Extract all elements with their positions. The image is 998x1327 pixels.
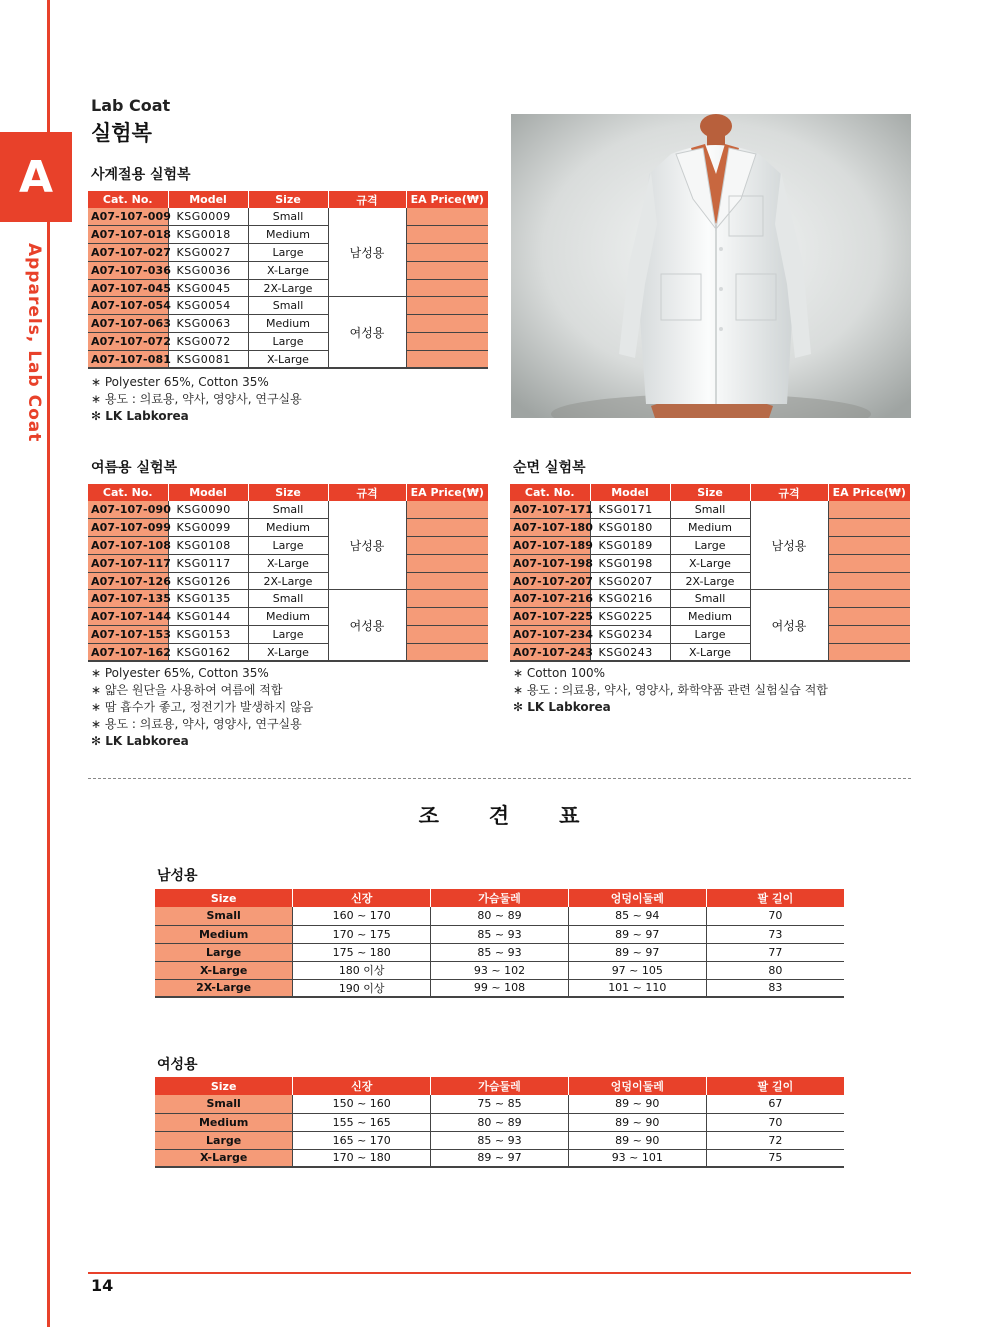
- size-column-header: 팔 길이: [706, 1077, 844, 1095]
- size-column-header: Size: [155, 889, 293, 907]
- size-cell: X-Large: [248, 643, 328, 661]
- size-column-header: 팔 길이: [706, 889, 844, 907]
- cat-no-cell: A07-107-207: [510, 572, 590, 590]
- brand-text: LK Labkorea: [105, 734, 189, 748]
- product-table-four-season: [88, 191, 488, 369]
- column-header: Cat. No.: [88, 484, 168, 501]
- cat-no-cell: A07-107-198: [510, 554, 590, 572]
- measure-cell: 165 ~ 170: [293, 1131, 431, 1149]
- model-cell: KSG0072: [168, 333, 248, 351]
- price-cell: [406, 315, 488, 333]
- price-cell: [406, 501, 488, 519]
- table-row: [88, 297, 488, 315]
- size-cell: Small: [248, 501, 328, 519]
- asterisk-icon: ∗: [91, 683, 105, 697]
- size-row: [155, 961, 844, 979]
- size-cell: 2X-Large: [248, 572, 328, 590]
- table-row: [88, 333, 488, 351]
- size-cell: X-Large: [670, 643, 750, 661]
- table-row: [88, 315, 488, 333]
- gender-cell: 여성용: [328, 297, 406, 368]
- measure-cell: 67: [706, 1095, 844, 1113]
- table-row: [88, 244, 488, 262]
- cat-no-cell: A07-107-234: [510, 626, 590, 644]
- size-group-title-men: 남성용: [157, 868, 198, 884]
- column-header: Cat. No.: [88, 191, 168, 208]
- cat-no-cell: A07-107-216: [510, 590, 590, 608]
- size-label-cell: Small: [155, 1095, 293, 1113]
- size-header-row: [155, 889, 844, 907]
- cat-no-cell: A07-107-189: [510, 537, 590, 555]
- column-header: 규격: [328, 191, 406, 208]
- price-cell: [828, 626, 910, 644]
- size-cell: Medium: [248, 519, 328, 537]
- measure-cell: 170 ~ 180: [293, 1149, 431, 1167]
- page-title-en: Lab Coat: [91, 96, 171, 115]
- measure-cell: 97 ~ 105: [568, 961, 706, 979]
- size-row: [155, 1113, 844, 1131]
- column-header: EA Price(₩): [828, 484, 910, 501]
- model-cell: KSG0099: [168, 519, 248, 537]
- cat-no-cell: A07-107-144: [88, 608, 168, 626]
- price-cell: [406, 208, 488, 226]
- note-line: [91, 699, 313, 716]
- size-cell: Large: [670, 626, 750, 644]
- brand-mark-icon: ✻: [91, 409, 106, 423]
- size-label-cell: Medium: [155, 925, 293, 943]
- asterisk-icon: ∗: [91, 392, 105, 406]
- table-row: [88, 350, 488, 368]
- price-cell: [828, 572, 910, 590]
- size-column-header: 신장: [293, 1077, 431, 1095]
- table-header-row: [510, 484, 910, 501]
- measure-cell: 93 ~ 101: [568, 1149, 706, 1167]
- size-row: [155, 925, 844, 943]
- table-row: [88, 554, 488, 572]
- cat-no-cell: A07-107-126: [88, 572, 168, 590]
- note-line: [91, 391, 302, 408]
- cat-no-cell: A07-107-135: [88, 590, 168, 608]
- table-row: [510, 554, 910, 572]
- column-header: Model: [168, 484, 248, 501]
- measure-cell: 80: [706, 961, 844, 979]
- size-table-men: [155, 889, 844, 998]
- model-cell: KSG0135: [168, 590, 248, 608]
- cat-no-cell: A07-107-090: [88, 501, 168, 519]
- size-cell: Medium: [248, 315, 328, 333]
- page-number: 14: [91, 1276, 114, 1295]
- measure-cell: 180 이상: [293, 961, 431, 979]
- table-row: [88, 261, 488, 279]
- model-cell: KSG0036: [168, 261, 248, 279]
- gender-cell: 남성용: [328, 208, 406, 297]
- model-cell: KSG0081: [168, 350, 248, 368]
- asterisk-icon: ∗: [513, 683, 527, 697]
- model-cell: KSG0216: [590, 590, 670, 608]
- size-cell: Small: [248, 590, 328, 608]
- measure-cell: 85 ~ 93: [431, 943, 569, 961]
- note-text: Cotton 100%: [526, 666, 606, 680]
- size-header-row: [155, 1077, 844, 1095]
- section-letter: A: [18, 151, 54, 203]
- gender-cell: 남성용: [328, 501, 406, 590]
- size-label-cell: Medium: [155, 1113, 293, 1131]
- cat-no-cell: A07-107-009: [88, 208, 168, 226]
- price-cell: [828, 537, 910, 555]
- measure-cell: 72: [706, 1131, 844, 1149]
- size-row: [155, 907, 844, 925]
- gender-cell: 남성용: [750, 501, 828, 590]
- column-header: EA Price(₩): [406, 191, 488, 208]
- price-cell: [828, 643, 910, 661]
- model-cell: KSG0198: [590, 554, 670, 572]
- footer-line: [88, 1272, 911, 1274]
- price-cell: [828, 554, 910, 572]
- price-cell: [406, 572, 488, 590]
- size-group-title-women: 여성용: [157, 1057, 198, 1073]
- brand-text: LK Labkorea: [105, 409, 189, 423]
- table-row: [510, 626, 910, 644]
- model-cell: KSG0108: [168, 537, 248, 555]
- product-notes-cotton: [513, 665, 828, 716]
- measure-cell: 75 ~ 85: [431, 1095, 569, 1113]
- model-cell: KSG0225: [590, 608, 670, 626]
- note-text: 용도 : 의료용, 약사, 영양사, 연구실용: [104, 717, 302, 731]
- table-row: [88, 537, 488, 555]
- model-cell: KSG0243: [590, 643, 670, 661]
- measure-cell: 101 ~ 110: [568, 979, 706, 997]
- cat-no-cell: A07-107-243: [510, 643, 590, 661]
- size-row: [155, 1131, 844, 1149]
- note-line: [91, 682, 313, 699]
- product-notes-summer: [91, 665, 313, 750]
- measure-cell: 175 ~ 180: [293, 943, 431, 961]
- price-cell: [406, 643, 488, 661]
- note-line: [91, 665, 313, 682]
- size-column-header: 엉덩이둘레: [568, 889, 706, 907]
- model-cell: KSG0162: [168, 643, 248, 661]
- measure-cell: 89 ~ 90: [568, 1095, 706, 1113]
- product-title-four-season: 사계절용 실험복: [91, 167, 191, 183]
- table-row: [510, 519, 910, 537]
- note-text: 용도 : 의료용, 약사, 영양사, 연구실용: [104, 392, 302, 406]
- size-column-header: 엉덩이둘레: [568, 1077, 706, 1095]
- size-cell: Small: [248, 297, 328, 315]
- size-cell: X-Large: [248, 261, 328, 279]
- measure-cell: 80 ~ 89: [431, 907, 569, 925]
- asterisk-icon: ∗: [513, 666, 527, 680]
- measure-cell: 70: [706, 1113, 844, 1131]
- note-text: 땀 흡수가 좋고, 정전기가 발생하지 않음: [104, 700, 314, 714]
- measure-cell: 160 ~ 170: [293, 907, 431, 925]
- measure-cell: 89 ~ 97: [431, 1149, 569, 1167]
- size-label-cell: Small: [155, 907, 293, 925]
- model-cell: KSG0234: [590, 626, 670, 644]
- cat-no-cell: A07-107-162: [88, 643, 168, 661]
- size-cell: Small: [670, 590, 750, 608]
- product-table-summer: [88, 484, 488, 662]
- section-letter-box: [0, 132, 72, 222]
- size-cell: Medium: [248, 608, 328, 626]
- note-line: [91, 374, 302, 391]
- size-table-women: [155, 1077, 844, 1168]
- size-cell: Large: [248, 333, 328, 351]
- size-cell: Small: [248, 208, 328, 226]
- gender-cell: 여성용: [750, 590, 828, 661]
- cat-no-cell: A07-107-180: [510, 519, 590, 537]
- size-row: [155, 1149, 844, 1167]
- cat-no-cell: A07-107-099: [88, 519, 168, 537]
- model-cell: KSG0153: [168, 626, 248, 644]
- model-cell: KSG0054: [168, 297, 248, 315]
- table-header-row: [88, 484, 488, 501]
- size-cell: Medium: [670, 608, 750, 626]
- table-row: [88, 643, 488, 661]
- column-header: Model: [168, 191, 248, 208]
- note-line: [91, 716, 313, 733]
- size-cell: Large: [670, 537, 750, 555]
- size-label-cell: 2X-Large: [155, 979, 293, 997]
- price-cell: [406, 350, 488, 368]
- price-cell: [828, 608, 910, 626]
- size-cell: Small: [670, 501, 750, 519]
- table-row: [88, 279, 488, 297]
- cat-no-cell: A07-107-063: [88, 315, 168, 333]
- model-cell: KSG0144: [168, 608, 248, 626]
- size-cell: Large: [248, 537, 328, 555]
- model-cell: KSG0117: [168, 554, 248, 572]
- table-row: [510, 537, 910, 555]
- brand-line: [91, 733, 313, 750]
- price-cell: [406, 590, 488, 608]
- product-title-summer: 여름용 실험복: [91, 460, 178, 476]
- measure-cell: 85 ~ 94: [568, 907, 706, 925]
- model-cell: KSG0045: [168, 279, 248, 297]
- cat-no-cell: A07-107-117: [88, 554, 168, 572]
- lab-coat-photo: [511, 114, 911, 418]
- size-cell: 2X-Large: [248, 279, 328, 297]
- measure-cell: 190 이상: [293, 979, 431, 997]
- brand-line: [91, 408, 302, 425]
- measure-cell: 83: [706, 979, 844, 997]
- table-row: [510, 501, 910, 519]
- size-column-header: Size: [155, 1077, 293, 1095]
- asterisk-icon: ∗: [91, 700, 105, 714]
- table-row: [88, 608, 488, 626]
- cat-no-cell: A07-107-171: [510, 501, 590, 519]
- product-notes-four-season: [91, 374, 302, 425]
- measure-cell: 77: [706, 943, 844, 961]
- size-cell: Medium: [670, 519, 750, 537]
- measure-cell: 99 ~ 108: [431, 979, 569, 997]
- page-title-ko: 실험복: [91, 121, 152, 145]
- price-cell: [406, 554, 488, 572]
- table-row: [88, 208, 488, 226]
- measure-cell: 89 ~ 90: [568, 1131, 706, 1149]
- size-cell: X-Large: [248, 554, 328, 572]
- size-row: [155, 1095, 844, 1113]
- note-text: Polyester 65%, Cotton 35%: [104, 375, 269, 389]
- model-cell: KSG0189: [590, 537, 670, 555]
- price-cell: [406, 626, 488, 644]
- column-header: 규격: [328, 484, 406, 501]
- cat-no-cell: A07-107-108: [88, 537, 168, 555]
- column-header: EA Price(₩): [406, 484, 488, 501]
- brand-mark-icon: ✻: [513, 700, 528, 714]
- product-table-cotton: [510, 484, 910, 662]
- model-cell: KSG0090: [168, 501, 248, 519]
- table-row: [510, 572, 910, 590]
- measure-cell: 73: [706, 925, 844, 943]
- measure-cell: 89 ~ 90: [568, 1113, 706, 1131]
- price-cell: [406, 244, 488, 262]
- cat-no-cell: A07-107-072: [88, 333, 168, 351]
- table-row: [510, 608, 910, 626]
- section-divider: [88, 778, 911, 779]
- lab-coat-image-icon: [511, 114, 911, 418]
- cat-no-cell: A07-107-027: [88, 244, 168, 262]
- measure-cell: 80 ~ 89: [431, 1113, 569, 1131]
- note-line: [513, 665, 828, 682]
- price-cell: [406, 279, 488, 297]
- column-header: Cat. No.: [510, 484, 590, 501]
- price-cell: [406, 519, 488, 537]
- size-cell: Medium: [248, 226, 328, 244]
- measure-cell: 75: [706, 1149, 844, 1167]
- column-header: Size: [248, 191, 328, 208]
- cat-no-cell: A07-107-081: [88, 350, 168, 368]
- size-cell: Large: [248, 244, 328, 262]
- brand-text: LK Labkorea: [527, 700, 611, 714]
- cat-no-cell: A07-107-018: [88, 226, 168, 244]
- section-side-label: Apparels, Lab Coat: [24, 243, 44, 443]
- cat-no-cell: A07-107-045: [88, 279, 168, 297]
- size-cell: Large: [248, 626, 328, 644]
- cat-no-cell: A07-107-225: [510, 608, 590, 626]
- price-cell: [406, 333, 488, 351]
- price-cell: [406, 226, 488, 244]
- note-line: [513, 682, 828, 699]
- size-cell: 2X-Large: [670, 572, 750, 590]
- brand-mark-icon: ✻: [91, 734, 106, 748]
- cat-no-cell: A07-107-153: [88, 626, 168, 644]
- price-cell: [406, 261, 488, 279]
- size-chart-title: 조견표: [418, 804, 630, 828]
- size-column-header: 가슴둘레: [431, 1077, 569, 1095]
- size-cell: X-Large: [670, 554, 750, 572]
- measure-cell: 89 ~ 97: [568, 925, 706, 943]
- measure-cell: 89 ~ 97: [568, 943, 706, 961]
- measure-cell: 155 ~ 165: [293, 1113, 431, 1131]
- measure-cell: 85 ~ 93: [431, 1131, 569, 1149]
- size-label-cell: X-Large: [155, 1149, 293, 1167]
- table-row: [510, 590, 910, 608]
- asterisk-icon: ∗: [91, 666, 105, 680]
- model-cell: KSG0063: [168, 315, 248, 333]
- size-cell: X-Large: [248, 350, 328, 368]
- table-header-row: [88, 191, 488, 208]
- column-header: Size: [248, 484, 328, 501]
- column-header: Size: [670, 484, 750, 501]
- model-cell: KSG0171: [590, 501, 670, 519]
- measure-cell: 85 ~ 93: [431, 925, 569, 943]
- product-title-cotton: 순면 실험복: [513, 460, 586, 476]
- size-row: [155, 943, 844, 961]
- table-row: [88, 626, 488, 644]
- model-cell: KSG0126: [168, 572, 248, 590]
- price-cell: [828, 590, 910, 608]
- measure-cell: 93 ~ 102: [431, 961, 569, 979]
- size-label-cell: Large: [155, 1131, 293, 1149]
- model-cell: KSG0018: [168, 226, 248, 244]
- brand-line: [513, 699, 828, 716]
- column-header: 규격: [750, 484, 828, 501]
- price-cell: [828, 519, 910, 537]
- price-cell: [406, 537, 488, 555]
- table-row: [88, 519, 488, 537]
- table-row: [88, 226, 488, 244]
- size-label-cell: Large: [155, 943, 293, 961]
- asterisk-icon: ∗: [91, 375, 105, 389]
- size-column-header: 가슴둘레: [431, 889, 569, 907]
- size-column-header: 신장: [293, 889, 431, 907]
- model-cell: KSG0009: [168, 208, 248, 226]
- measure-cell: 150 ~ 160: [293, 1095, 431, 1113]
- size-row: [155, 979, 844, 997]
- gender-cell: 여성용: [328, 590, 406, 661]
- note-text: Polyester 65%, Cotton 35%: [104, 666, 269, 680]
- model-cell: KSG0207: [590, 572, 670, 590]
- table-row: [88, 590, 488, 608]
- measure-cell: 70: [706, 907, 844, 925]
- model-cell: KSG0180: [590, 519, 670, 537]
- price-cell: [406, 608, 488, 626]
- size-label-cell: X-Large: [155, 961, 293, 979]
- price-cell: [406, 297, 488, 315]
- asterisk-icon: ∗: [91, 717, 105, 731]
- note-text: 용도 : 의료용, 약사, 영양사, 화학약품 관련 실험실습 적합: [526, 683, 828, 697]
- table-row: [88, 572, 488, 590]
- model-cell: KSG0027: [168, 244, 248, 262]
- note-text: 얇은 원단을 사용하여 여름에 적합: [104, 683, 283, 697]
- table-row: [88, 501, 488, 519]
- cat-no-cell: A07-107-036: [88, 261, 168, 279]
- cat-no-cell: A07-107-054: [88, 297, 168, 315]
- table-row: [510, 643, 910, 661]
- measure-cell: 170 ~ 175: [293, 925, 431, 943]
- price-cell: [828, 501, 910, 519]
- column-header: Model: [590, 484, 670, 501]
